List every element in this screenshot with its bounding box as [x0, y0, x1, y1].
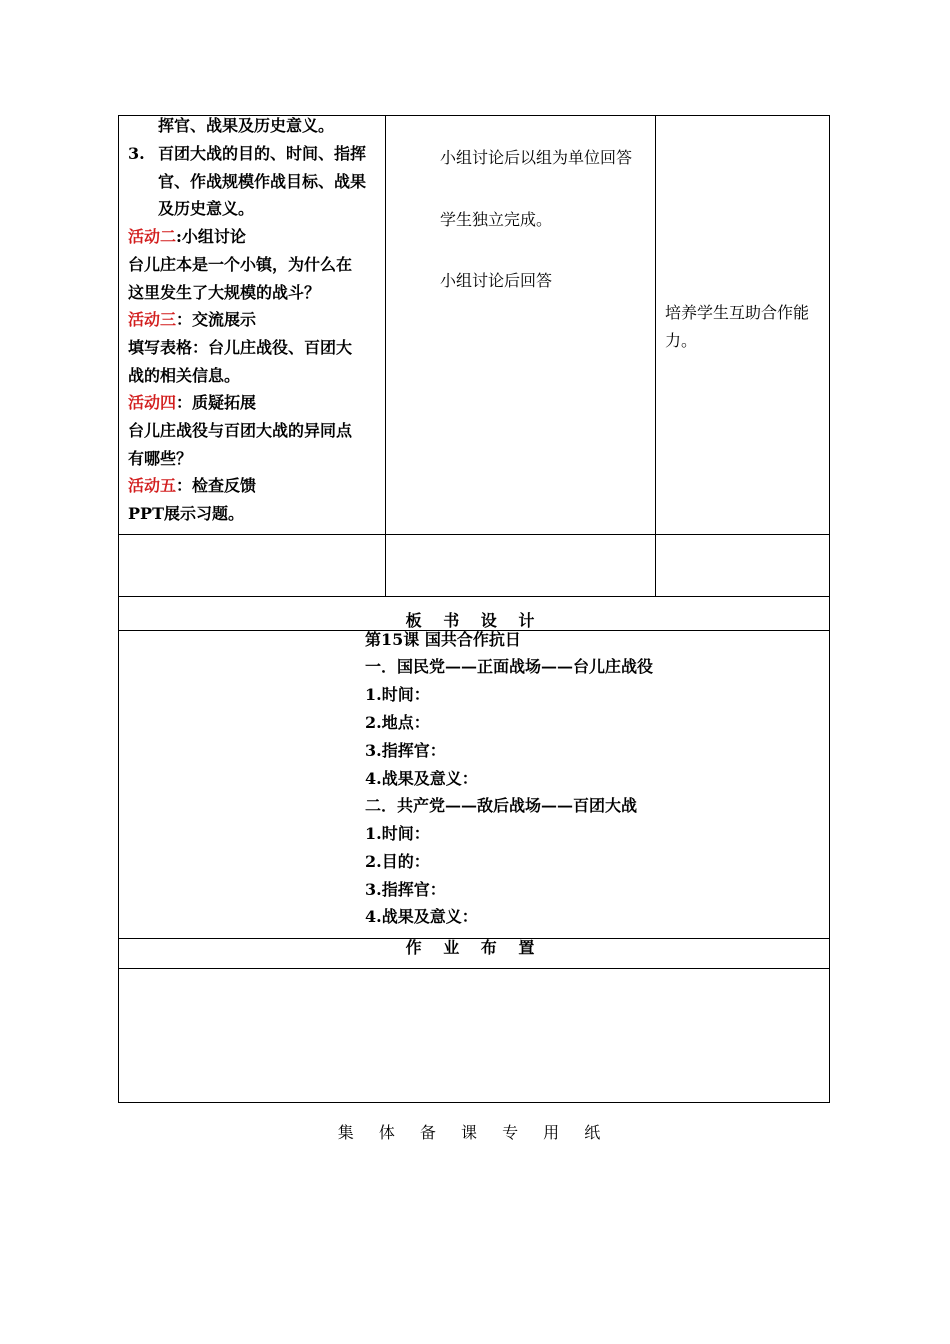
activity-5-title: ：检查反馈 [176, 476, 257, 495]
board-section-2-item: 2.目的： [365, 852, 430, 871]
item3-line-3: 及历史意义。 [158, 199, 255, 218]
item3-line-1: 百团大战的目的、时间、指挥 [158, 144, 367, 163]
board-section-2: 二．共产党——敌后战场——百团大战 [365, 796, 638, 815]
activity-2-question-1: 台儿庄本是一个小镇，为什么在 [128, 255, 353, 274]
item3-line-2: 官、作战规模作战目标、战果 [158, 172, 367, 191]
activity-4-heading [128, 393, 256, 413]
activity-5-desc: PPT展示习题。 [128, 504, 244, 523]
activity-3-label: 活动三 [128, 310, 177, 329]
board-section-2-item: 4.战果及意义： [365, 907, 478, 926]
activity-2-question-2: 这里发生了大规模的战斗？ [128, 283, 321, 302]
board-section-1-item: 4.战果及意义： [365, 769, 478, 788]
activity-5-heading [128, 476, 256, 496]
column-divider-2 [655, 115, 656, 596]
activity-2-heading [128, 227, 246, 247]
student-response-3: 小组讨论后回答 [440, 271, 553, 290]
homework-header: 作 业 布 置 [405, 938, 543, 957]
student-response-1: 小组讨论后以组为单位回答 [440, 148, 633, 167]
student-response-2: 学生独立完成。 [440, 210, 553, 229]
left-line-1: 挥官、战果及历史意义。 [158, 116, 335, 135]
page-footer: 集 体 备 课 专 用 纸 [337, 1123, 611, 1142]
activity-4-label: 活动四 [128, 393, 177, 412]
board-title: 第15课 国共合作抗日 [365, 630, 521, 649]
activity-3-desc-2: 战的相关信息。 [128, 366, 241, 385]
board-section-1: 一．国民党——正面战场——台儿庄战役 [365, 657, 654, 676]
row-divider-2 [118, 596, 830, 597]
activity-4-title: ：质疑拓展 [176, 393, 257, 412]
activity-5-label: 活动五 [128, 476, 177, 495]
design-intent-line-1: 培养学生互助合作能 [665, 303, 810, 322]
board-section-1-item: 1.时间： [365, 685, 430, 704]
activity-3-title: ：交流展示 [176, 310, 257, 329]
activity-2-label: 活动二 [128, 227, 177, 246]
row-divider-1 [118, 534, 830, 535]
activity-4-question-2: 有哪些？ [128, 449, 193, 468]
activity-3-heading [128, 310, 256, 330]
board-design-header: 板 书 设 计 [405, 611, 543, 630]
column-divider-1 [385, 115, 386, 596]
item3-number: 3. [128, 144, 145, 163]
board-section-1-item: 3.指挥官： [365, 741, 446, 760]
board-section-2-item: 3.指挥官： [365, 880, 446, 899]
activity-3-desc-1: 填写表格：台儿庄战役、百团大 [128, 338, 353, 357]
board-section-1-item: 2.地点： [365, 713, 430, 732]
activity-4-question-1: 台儿庄战役与百团大战的异同点 [128, 421, 353, 440]
board-section-2-item: 1.时间： [365, 824, 430, 843]
activity-2-title: :小组讨论 [176, 227, 246, 246]
design-intent-line-2: 力。 [665, 331, 698, 350]
row-divider-5 [118, 968, 830, 969]
